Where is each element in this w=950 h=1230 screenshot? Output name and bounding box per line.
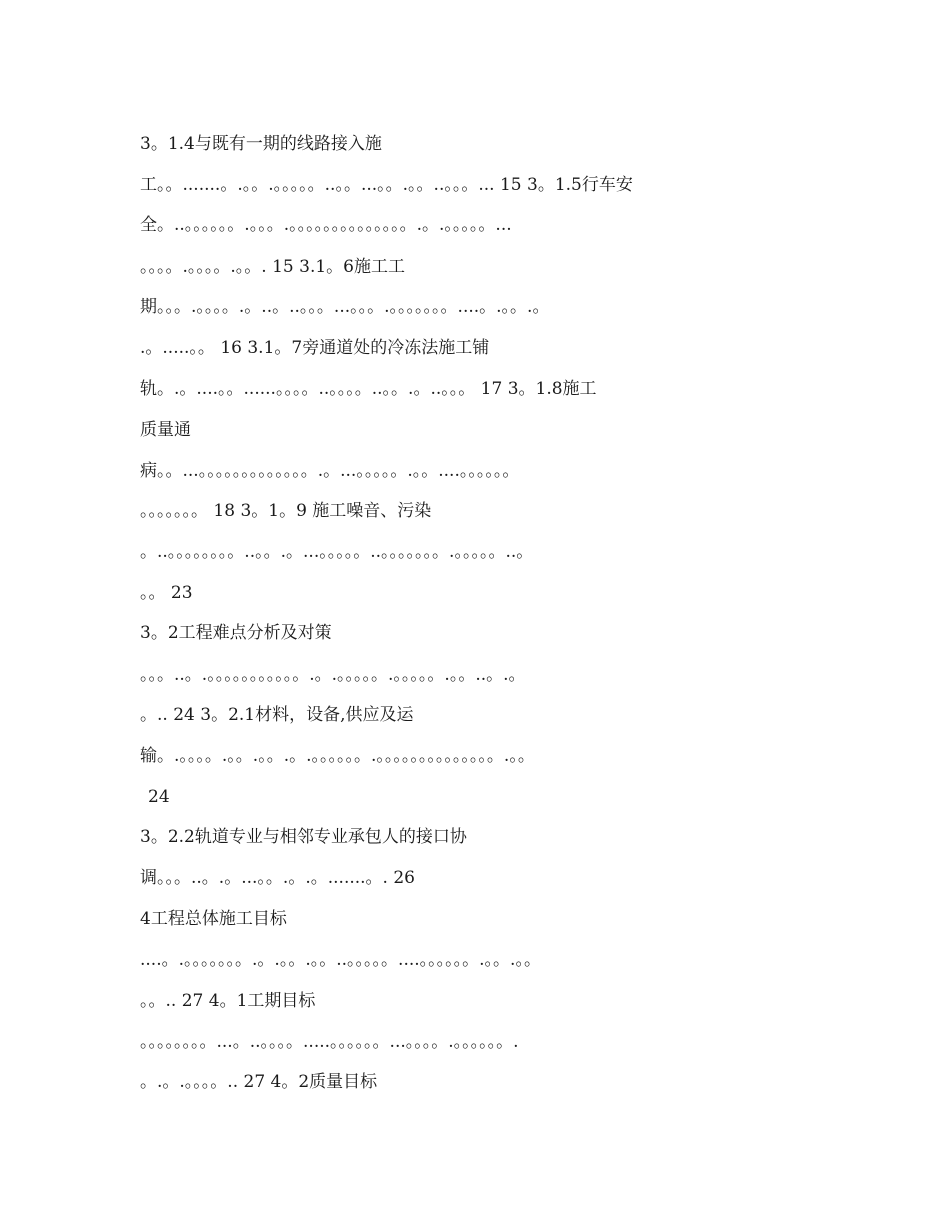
toc-line: 质量通 bbox=[140, 420, 191, 440]
toc-line: .。.....。。 16 3.1。7旁通道处的冷冻法施工铺 bbox=[140, 338, 490, 358]
toc-line: 。.. 24 3。2.1材料，设备,供应及运 bbox=[140, 705, 414, 725]
toc-line: 调。。。..。.。...。。.。.。.......。. 26 bbox=[140, 868, 415, 888]
toc-line: 期。。。.。。。。.。..。..。。。...。。。.。。。。。。。....。.。。.。 bbox=[140, 297, 550, 317]
toc-line: 4工程总体施工目标 bbox=[140, 909, 287, 929]
toc-line: 。。。..。.。。。。。。。。。。。.。.。。。。。.。。。。。.。。..。.。 bbox=[140, 665, 526, 685]
toc-line: 输。.。。。。.。。.。。.。.。。。。。。.。。。。。。。。。。。。。。.。。 bbox=[140, 746, 535, 766]
toc-line: 。..。。。。。。。。..。。.。...。。。。。..。。。。。。。.。。。。。..。 bbox=[140, 542, 534, 562]
toc-line: 。.。.。。。。.. 27 4。2质量目标 bbox=[140, 1072, 378, 1092]
toc-line: 全。..。。。。。。.。。。.。。。。。。。。。。。。。。.。.。。。。。... bbox=[140, 215, 512, 235]
toc-line: 3。1.4与既有一期的线路接入施 bbox=[140, 134, 382, 154]
toc-line: 。。。。。。。。...。..。。。。.....。。。。。。...。。。。.。。。。。。. bbox=[140, 1032, 519, 1052]
toc-line: 3。2工程难点分析及对策 bbox=[140, 623, 332, 643]
toc-line: 病。。...。。。。。。。。。。。。。.。...。。。。。.。。....。。。。。。 bbox=[140, 461, 520, 481]
toc-line: 24 bbox=[148, 787, 170, 807]
toc-line: ....。.。。。。。。。.。.。。.。。..。。。。。....。。。。。。.。。.。。 bbox=[140, 950, 541, 970]
toc-line: 工。。.......。.。。.。。。。。..。。...。。.。。..。。。... 15 3。1.5行车安 bbox=[140, 175, 633, 195]
toc-line: 。。 23 bbox=[140, 583, 193, 603]
toc-line: 轨。.。....。。......。。。。..。。。。..。。.。..。。。 17 3。1.8施工 bbox=[140, 379, 597, 399]
toc-line: 。。。。。。。 18 3。1。9 施工噪音、污染 bbox=[140, 501, 432, 521]
toc-line: 。。。。.。。。。.。。. 15 3.1。6施工工 bbox=[140, 257, 406, 277]
toc-line: 。。.. 27 4。1工期目标 bbox=[140, 991, 316, 1011]
toc-line: 3。2.2轨道专业与相邻专业承包人的接口协 bbox=[140, 827, 467, 847]
